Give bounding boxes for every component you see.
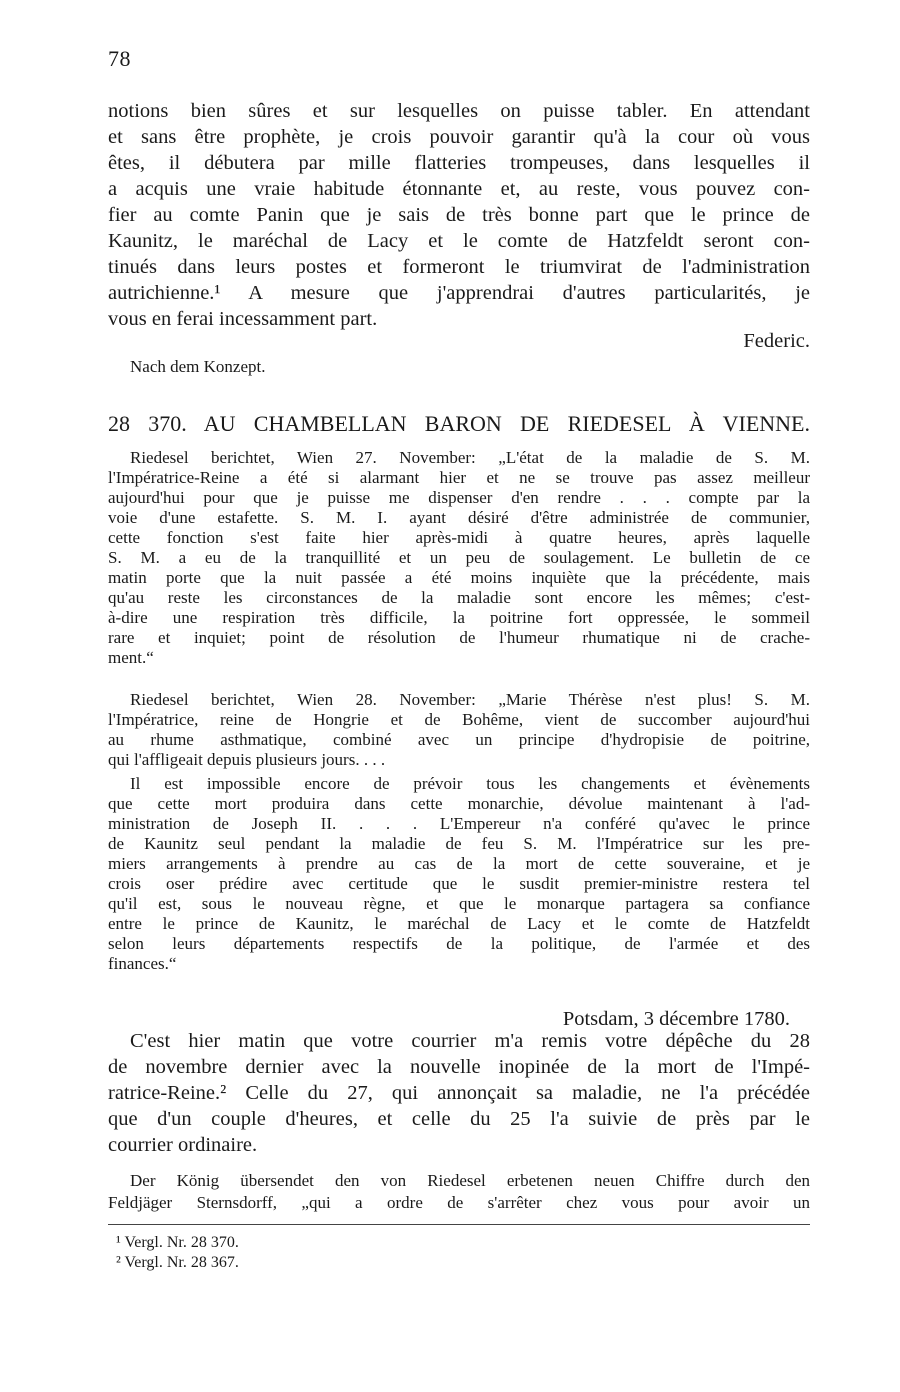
text-line: courrier ordinaire. (108, 1134, 258, 1156)
text-line: qu'au reste les circonstances de la maladie sont encore les mêmes; c'est- (108, 588, 810, 607)
report-paragraph-2 (108, 690, 810, 770)
text-line: a acquis une vraie habitude étonnante et, au reste, vous pouvez con- (108, 178, 810, 200)
text-line: cette fonction s'est faite hier après-midi à quatre heures, après laquelle (108, 528, 810, 547)
source-note: Nach dem Konzept. (130, 357, 266, 376)
text-line: tinués dans leurs postes et formeront le triumvirat de l'administration (108, 256, 810, 278)
text-line: qu'il est, sous le nouveau règne, et que le monarque partagera sa confiance (108, 894, 810, 913)
text-line: êtes, il débutera par mille flatteries trompeuses, dans lesquelles il (108, 152, 810, 174)
footnote-divider (108, 1224, 810, 1225)
text-line: Feldjäger Sternsdorff, „qui a ordre de s'arrêter chez vous pour avoir un (108, 1193, 810, 1212)
text-line: C'est hier matin que votre courrier m'a remis votre dépêche du 28 (130, 1030, 810, 1052)
summary-paragraph (108, 1170, 810, 1214)
text-line: matin porte que la nuit passée a été moins inquiète que la précédente, mais (108, 568, 810, 587)
text-line: de Kaunitz seul pendant la maladie de feu S. M. l'Impératrice sur les pre- (108, 834, 810, 853)
text-line: ministration de Joseph II. . . . L'Empereur n'a conféré qu'avec le prince (108, 814, 810, 833)
report-paragraph-3 (108, 774, 810, 974)
text-line: Riedesel berichtet, Wien 27. November: „L'état de la maladie de S. M. (130, 448, 810, 467)
text-line: de novembre dernier avec la nouvelle inopinée de la mort de l'Impé- (108, 1056, 810, 1078)
text-line: Riedesel berichtet, Wien 28. November: „Marie Thérèse n'est plus! S. M. (130, 690, 810, 709)
text-line: selon leurs départements respectifs de la politique, de l'armée et des (108, 934, 810, 953)
text-line: ment.“ (108, 648, 154, 667)
text-line: Der König übersendet den von Riedesel erbetenen neuen Chiffre durch den (130, 1171, 810, 1190)
letter-heading: 28 370. AU CHAMBELLAN BARON DE RIEDESEL À VIENNE. (108, 411, 810, 436)
text-line: autrichienne.¹ A mesure que j'apprendrai d'autres particularités, je (108, 282, 810, 304)
footnotes (116, 1233, 239, 1273)
text-line: aujourd'hui pour que je puisse me dispenser d'en rendre . . . compte par la (108, 488, 810, 507)
text-line: Kaunitz, le maréchal de Lacy et le comte de Hatzfeldt seront con- (108, 230, 810, 252)
text-line: que d'un couple d'heures, et celle du 25 l'a suivie de près par le (108, 1108, 810, 1130)
text-line: fier au comte Panin que je sais de très bonne part que le prince de (108, 204, 810, 226)
text-line: que cette mort produira dans cette monarchie, dévolue maintenant à l'ad- (108, 794, 810, 813)
text-line: l'Impératrice, reine de Hongrie et de Bohême, vient de succomber aujourd'hui (108, 710, 810, 729)
text-line: à-dire une respiration très difficile, la poitrine fort oppressée, le sommeil (108, 608, 810, 627)
text-line: ratrice-Reine.² Celle du 27, qui annonçait sa maladie, ne l'a précédée (108, 1082, 810, 1104)
text-line: miers arrangements à prendre au cas de la mort de cette souveraine, et je (108, 854, 810, 873)
text-line: crois oser prédire avec certitude que le susdit premier-ministre restera tel (108, 874, 810, 893)
text-line: au rhume asthmatique, combiné avec un principe d'hydropisie de poitrine, (108, 730, 810, 749)
letter-body (108, 1028, 810, 1158)
footnote: ² Vergl. Nr. 28 367. (116, 1254, 239, 1271)
dateline: Potsdam, 3 décembre 1780. (562, 1008, 790, 1030)
text-line: entre le prince de Kaunitz, le maréchal de Lacy et le comte de Hatzfeldt (108, 914, 810, 933)
text-line: l'Impératrice-Reine a été si alarmant hier et ne se trouve pas assez meilleur (108, 468, 810, 487)
text-line: Il est impossible encore de prévoir tous les changements et évènements (130, 774, 810, 793)
footnote: ¹ Vergl. Nr. 28 370. (116, 1234, 239, 1251)
opening-paragraph (108, 98, 810, 332)
text-line: rare et inquiet; point de résolution de l'humeur rhumatique ni de crache- (108, 628, 810, 647)
text-line: et sans être prophète, je crois pouvoir garantir qu'à la cour où vous (108, 126, 810, 148)
text-line: S. M. a eu de la tranquillité et un peu de soulagement. Le bulletin de ce (108, 548, 810, 567)
text-line: voie d'une estafette. S. M. I. ayant désiré d'être administrée de communier, (108, 508, 810, 527)
text-line: qui l'affligeait depuis plusieurs jours. . . . (108, 750, 386, 769)
text-line: finances.“ (108, 954, 177, 973)
report-paragraph-1 (108, 448, 810, 668)
text-line: vous en ferai incessamment part. (108, 308, 378, 330)
text-line: notions bien sûres et sur lesquelles on puisse tabler. En attendant (108, 100, 810, 122)
signature: Federic. (743, 330, 810, 352)
page-number: 78 (108, 46, 131, 71)
